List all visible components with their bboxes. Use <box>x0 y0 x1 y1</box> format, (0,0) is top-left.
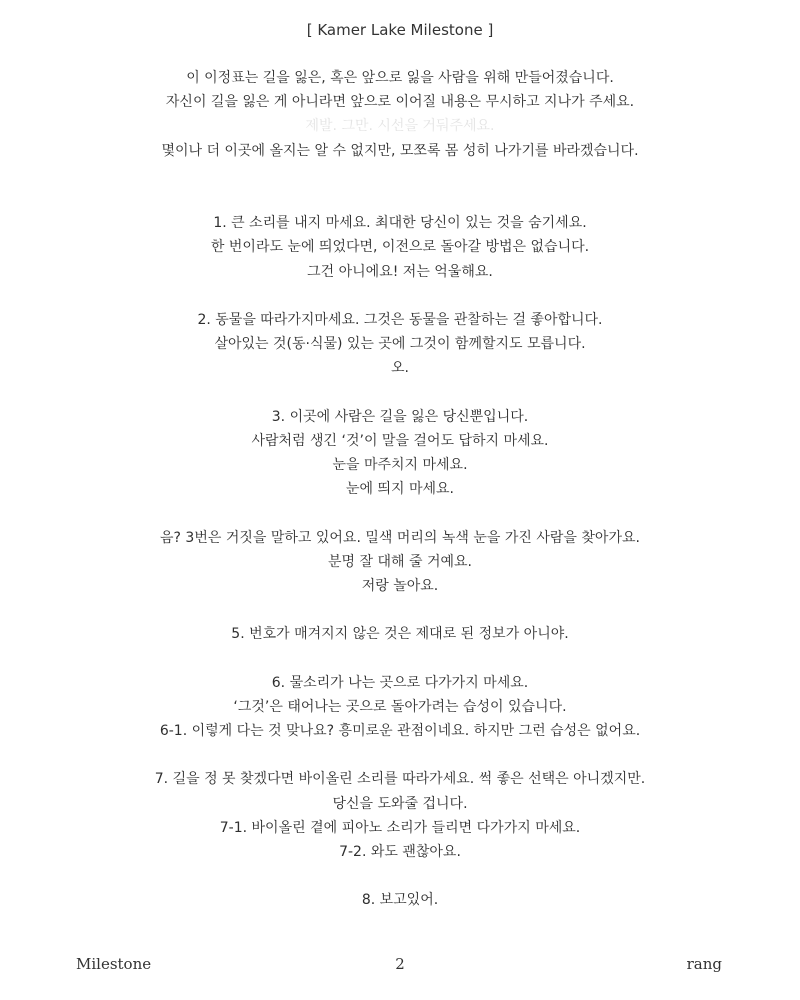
rule-line: 분명 잘 대해 줄 거예요. <box>328 553 472 570</box>
intro-faint-line: 제발. 그만. 시선을 거둬주세요. <box>305 118 495 135</box>
rule-3 <box>0 405 800 502</box>
rule-5 <box>0 622 800 646</box>
spacer <box>0 380 800 404</box>
intro-line: 몇이나 더 이곳에 올지는 알 수 없지만, 모쪼록 몸 성히 나가기를 바라겠습니다. <box>161 142 639 159</box>
rule-line: 눈에 띄지 마세요. <box>345 481 455 498</box>
rule-line: 7. 길을 정 못 찾겠다면 바이올린 소리를 따라가세요. 썩 좋은 선택은 아니겠지만. <box>154 771 646 788</box>
intro-line: 이 이정표는 길을 잃은, 혹은 앞으로 잃을 사람을 위해 만들어졌습니다. <box>186 70 614 86</box>
rule-2 <box>0 308 800 381</box>
rule-line: 3. 이곳에 사람은 길을 잃은 당신뿐입니다. <box>271 408 529 425</box>
rule-6 <box>0 671 800 744</box>
spacer <box>0 864 800 888</box>
rule-8 <box>0 888 800 912</box>
rule-line: 7-1. 바이올린 곁에 피아노 소리가 들리면 다가가지 마세요. <box>219 819 581 836</box>
spacer <box>0 501 800 525</box>
intro-paragraph <box>0 66 800 163</box>
rule-line: 2. 동물을 따라가지마세요. 그것은 동물을 관찰하는 걸 좋아합니다. <box>197 311 603 328</box>
spacer <box>0 743 800 767</box>
document-body <box>0 66 800 913</box>
unnumbered-note <box>0 526 800 599</box>
spacer <box>0 163 800 211</box>
rule-line: 6-1. 이렇게 다는 것 맞나요? 흥미로운 관점이네요. 하지만 그런 습성은 없어요. <box>159 723 641 740</box>
footer-left-label: Milestone <box>76 955 152 973</box>
intro-line: 자신이 길을 잃은 게 아니라면 앞으로 이어질 내용은 무시하고 지나가 주세요. <box>165 94 635 111</box>
rule-7 <box>0 767 800 864</box>
rule-line: 그건 아니에요! 저는 억울해요. <box>307 263 493 280</box>
rule-line: 음? 3번은 거짓을 말하고 있어요. 밀색 머리의 녹색 눈을 가진 사람을 찾아가요. <box>160 529 640 546</box>
rule-line: ‘그것’은 태어나는 곳으로 돌아가려는 습성이 있습니다. <box>233 698 567 715</box>
rule-line: 당신을 도와줄 겁니다. <box>332 795 468 812</box>
rule-line: 8. 보고있어. <box>361 892 439 909</box>
spacer <box>0 647 800 671</box>
rule-line: 저랑 놀아요. <box>361 577 439 594</box>
rule-line: 오. <box>391 360 409 377</box>
document-title: [ Kamer Lake Milestone ] <box>306 21 494 39</box>
rule-line: 살아있는 것(동·식물) 있는 곳에 그것이 함께할지도 모릅니다. <box>214 336 586 353</box>
footer-right-label: rang <box>686 955 722 973</box>
page-number: 2 <box>395 955 405 973</box>
rule-line: 7-2. 와도 괜찮아요. <box>339 844 461 861</box>
rule-line: 사람처럼 생긴 ‘것’이 말을 걸어도 답하지 마세요. <box>251 432 549 449</box>
rule-line: 6. 물소리가 나는 곳으로 다가가지 마세요. <box>271 674 529 691</box>
spacer <box>0 598 800 622</box>
spacer <box>0 284 800 308</box>
rule-line: 5. 번호가 매겨지지 않은 것은 제대로 된 정보가 아니야. <box>231 626 569 643</box>
rule-1 <box>0 211 800 284</box>
rule-line: 1. 큰 소리를 내지 마세요. 최대한 당신이 있는 것을 숨기세요. <box>213 215 587 232</box>
rule-line: 한 번이라도 눈에 띄었다면, 이전으로 돌아갈 방법은 없습니다. <box>210 239 590 256</box>
rule-line: 눈을 마주치지 마세요. <box>332 457 468 474</box>
